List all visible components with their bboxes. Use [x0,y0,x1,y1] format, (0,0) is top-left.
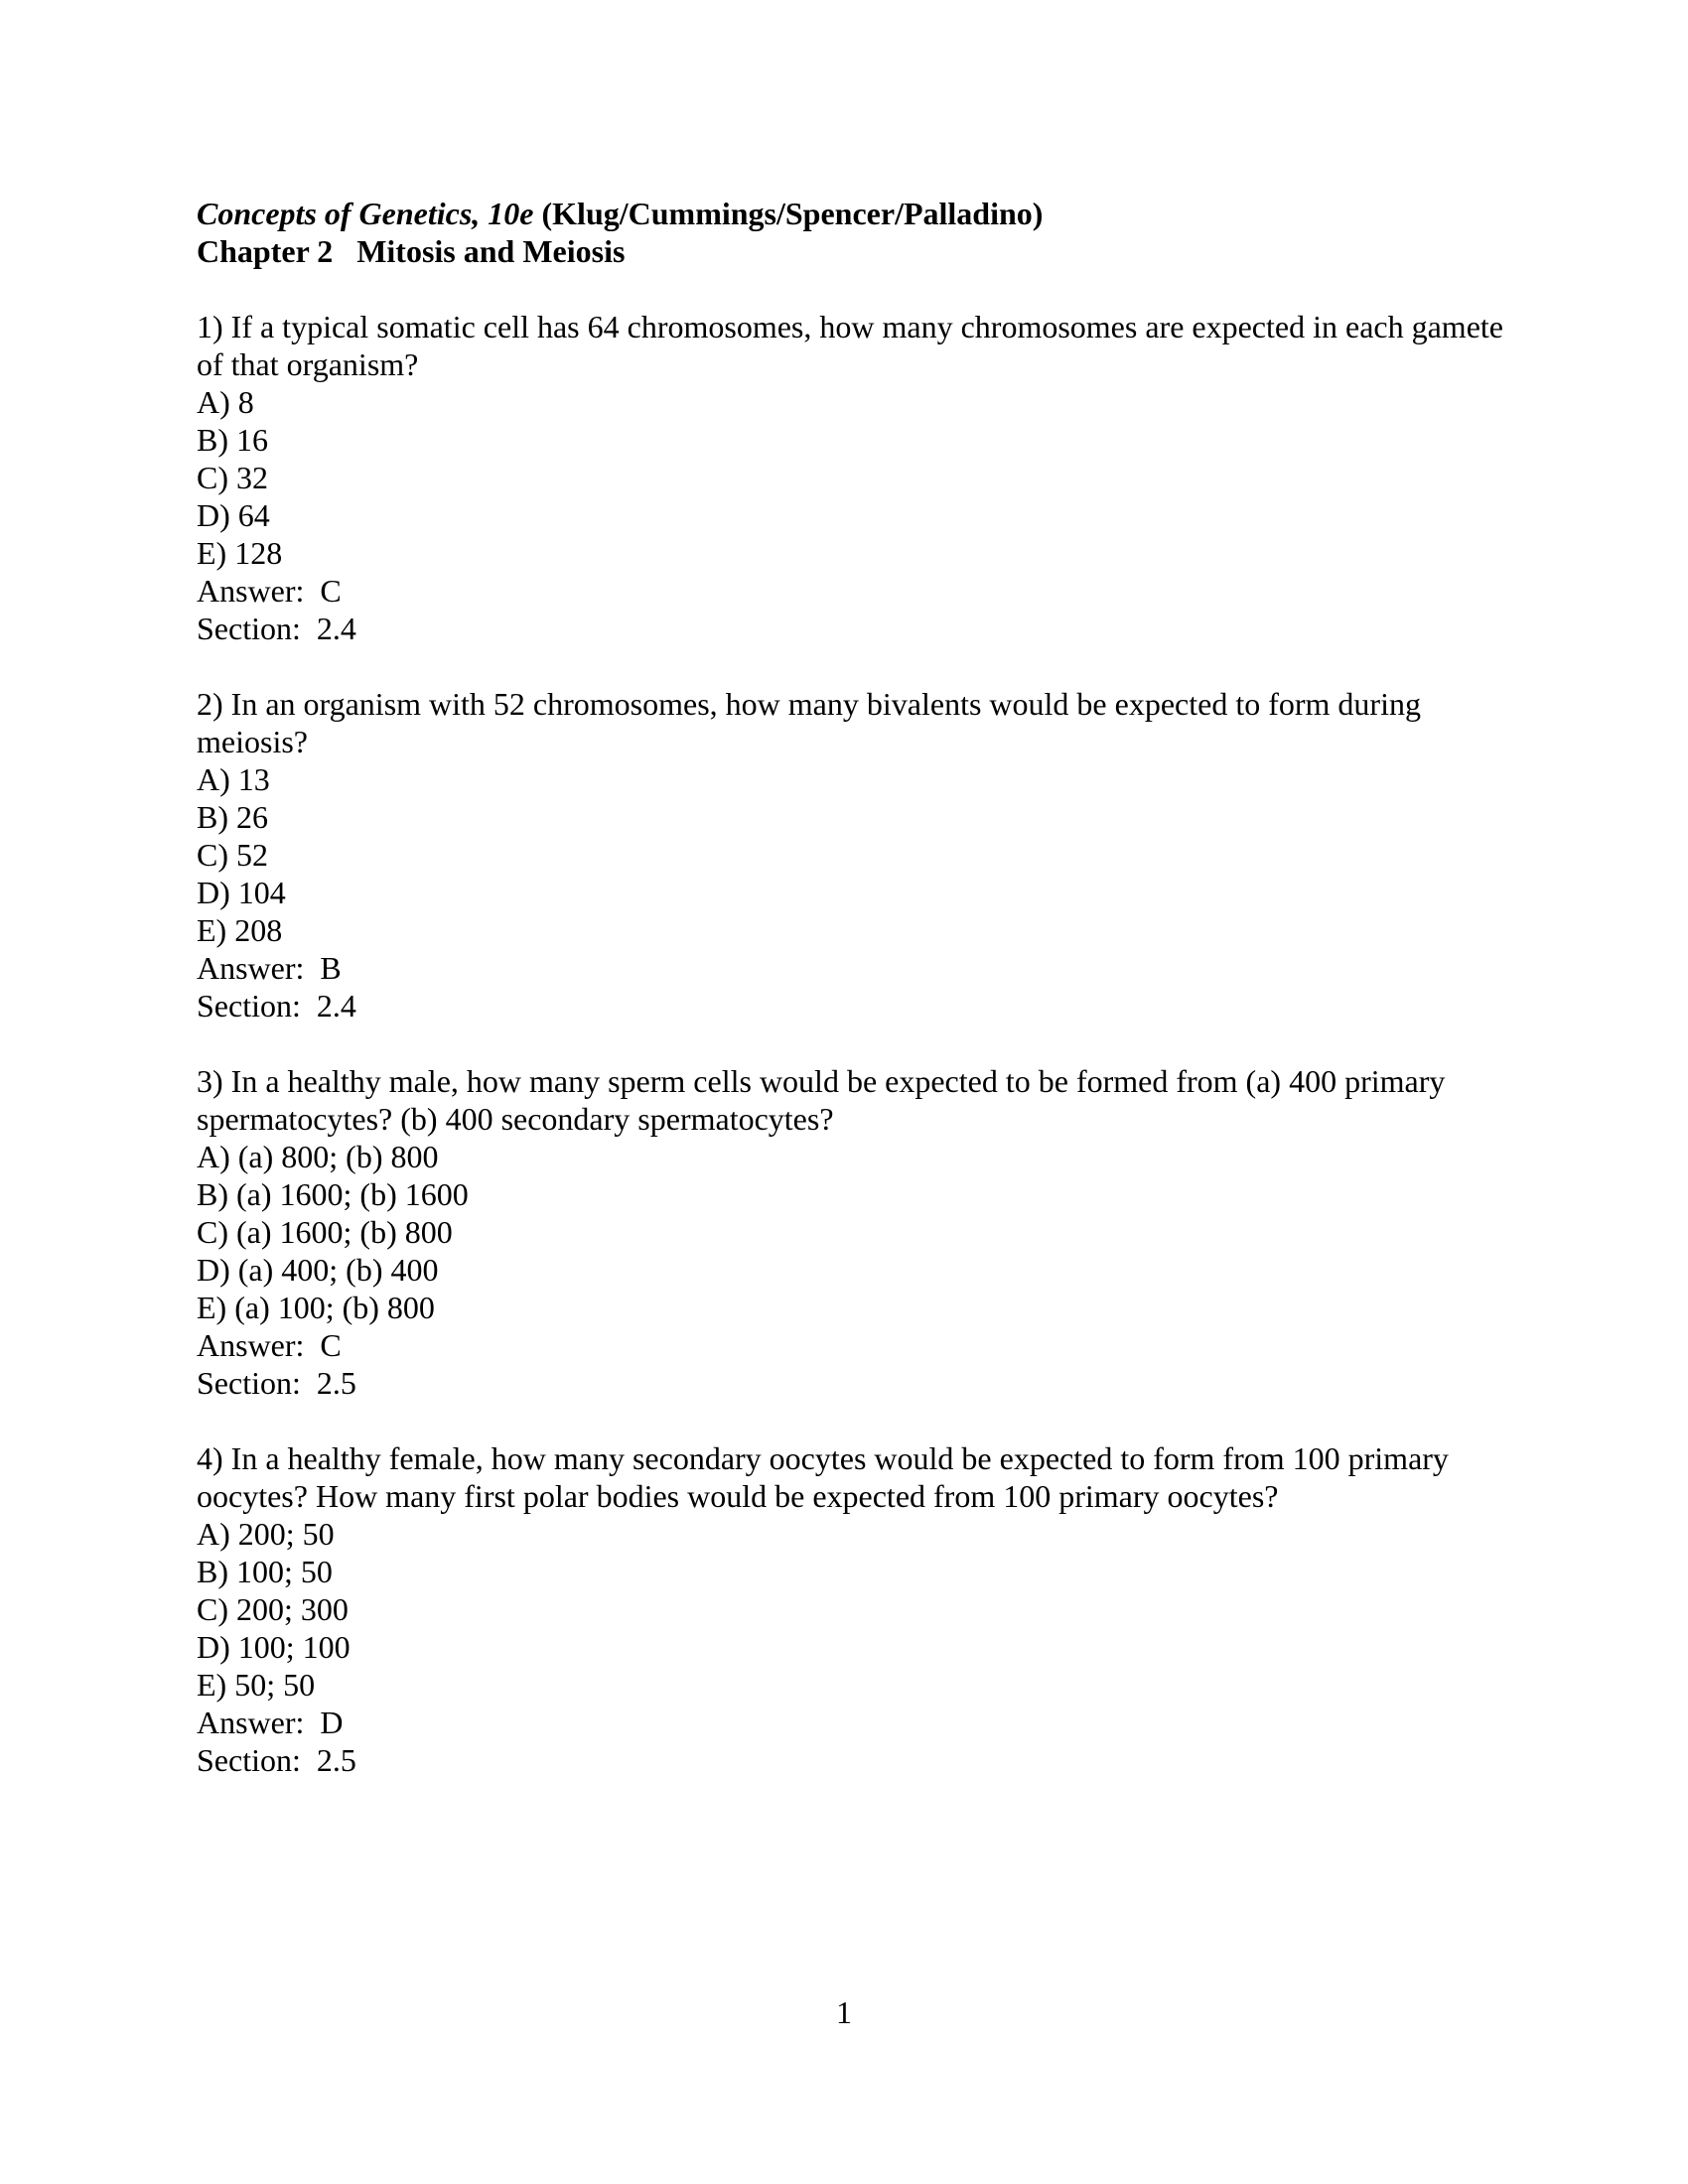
question-text: 3) In a healthy male, how many sperm cells would be expected to be formed from (a) 400 primary spermatocytes? (b) 400 secondary spermatocytes? [197,1063,1454,1137]
authors: (Klug/Cummings/Spencer/Palladino) [533,196,1044,231]
question-text: 1) If a typical somatic cell has 64 chromosomes, how many chromosomes are expected in each gamete of that organism? [197,309,1511,382]
answer-option: C) 32 [197,460,268,495]
answer-option: E) 50; 50 [197,1667,316,1703]
answer-option: C) (a) 1600; (b) 800 [197,1214,453,1250]
question-block [197,308,1511,647]
question-list [197,308,1511,1779]
answer-option: E) 208 [197,912,283,948]
question-block [197,685,1507,1024]
answer-key: Answer: D [197,1705,344,1740]
section-reference: Section: 2.5 [197,1742,356,1778]
answer-option: E) (a) 100; (b) 800 [197,1290,435,1325]
chapter-heading: Chapter 2 Mitosis and Meiosis [197,233,626,269]
section-reference: Section: 2.5 [197,1365,356,1401]
answer-option: B) (a) 1600; (b) 1600 [197,1176,469,1212]
answer-option: A) 200; 50 [197,1516,335,1552]
question-text: 4) In a healthy female, how many secondary oocytes would be expected to form from 100 primary oocytes? How many first polar bodies would be expected from 100 primary oocytes? [197,1440,1457,1514]
page-number: 1 [836,1994,852,2030]
section-reference: Section: 2.4 [197,611,356,646]
book-title: Concepts of Genetics, 10e [197,196,534,231]
answer-key: Answer: C [197,573,342,609]
answer-option: A) (a) 800; (b) 800 [197,1139,439,1174]
answer-option: D) (a) 400; (b) 400 [197,1252,439,1288]
answer-option: D) 100; 100 [197,1629,351,1665]
answer-option: E) 128 [197,535,283,571]
answer-option: B) 100; 50 [197,1554,333,1589]
answer-option: C) 200; 300 [197,1591,349,1627]
answer-option: D) 104 [197,875,286,910]
book-title-line [197,195,1507,232]
section-reference: Section: 2.4 [197,988,356,1024]
question-text: 2) In an organism with 52 chromosomes, how many bivalents would be expected to form during meiosis? [197,686,1429,759]
answer-option: B) 16 [197,422,268,458]
answer-option: A) 8 [197,384,254,420]
answer-option: C) 52 [197,837,268,873]
question-block [197,1062,1507,1402]
document-body [197,195,1511,1779]
question-block [197,1439,1507,1779]
answer-option: D) 64 [197,497,270,533]
answer-key: Answer: B [197,950,342,986]
answer-key: Answer: C [197,1327,342,1363]
answer-option: A) 13 [197,761,270,797]
answer-option: B) 26 [197,799,268,835]
